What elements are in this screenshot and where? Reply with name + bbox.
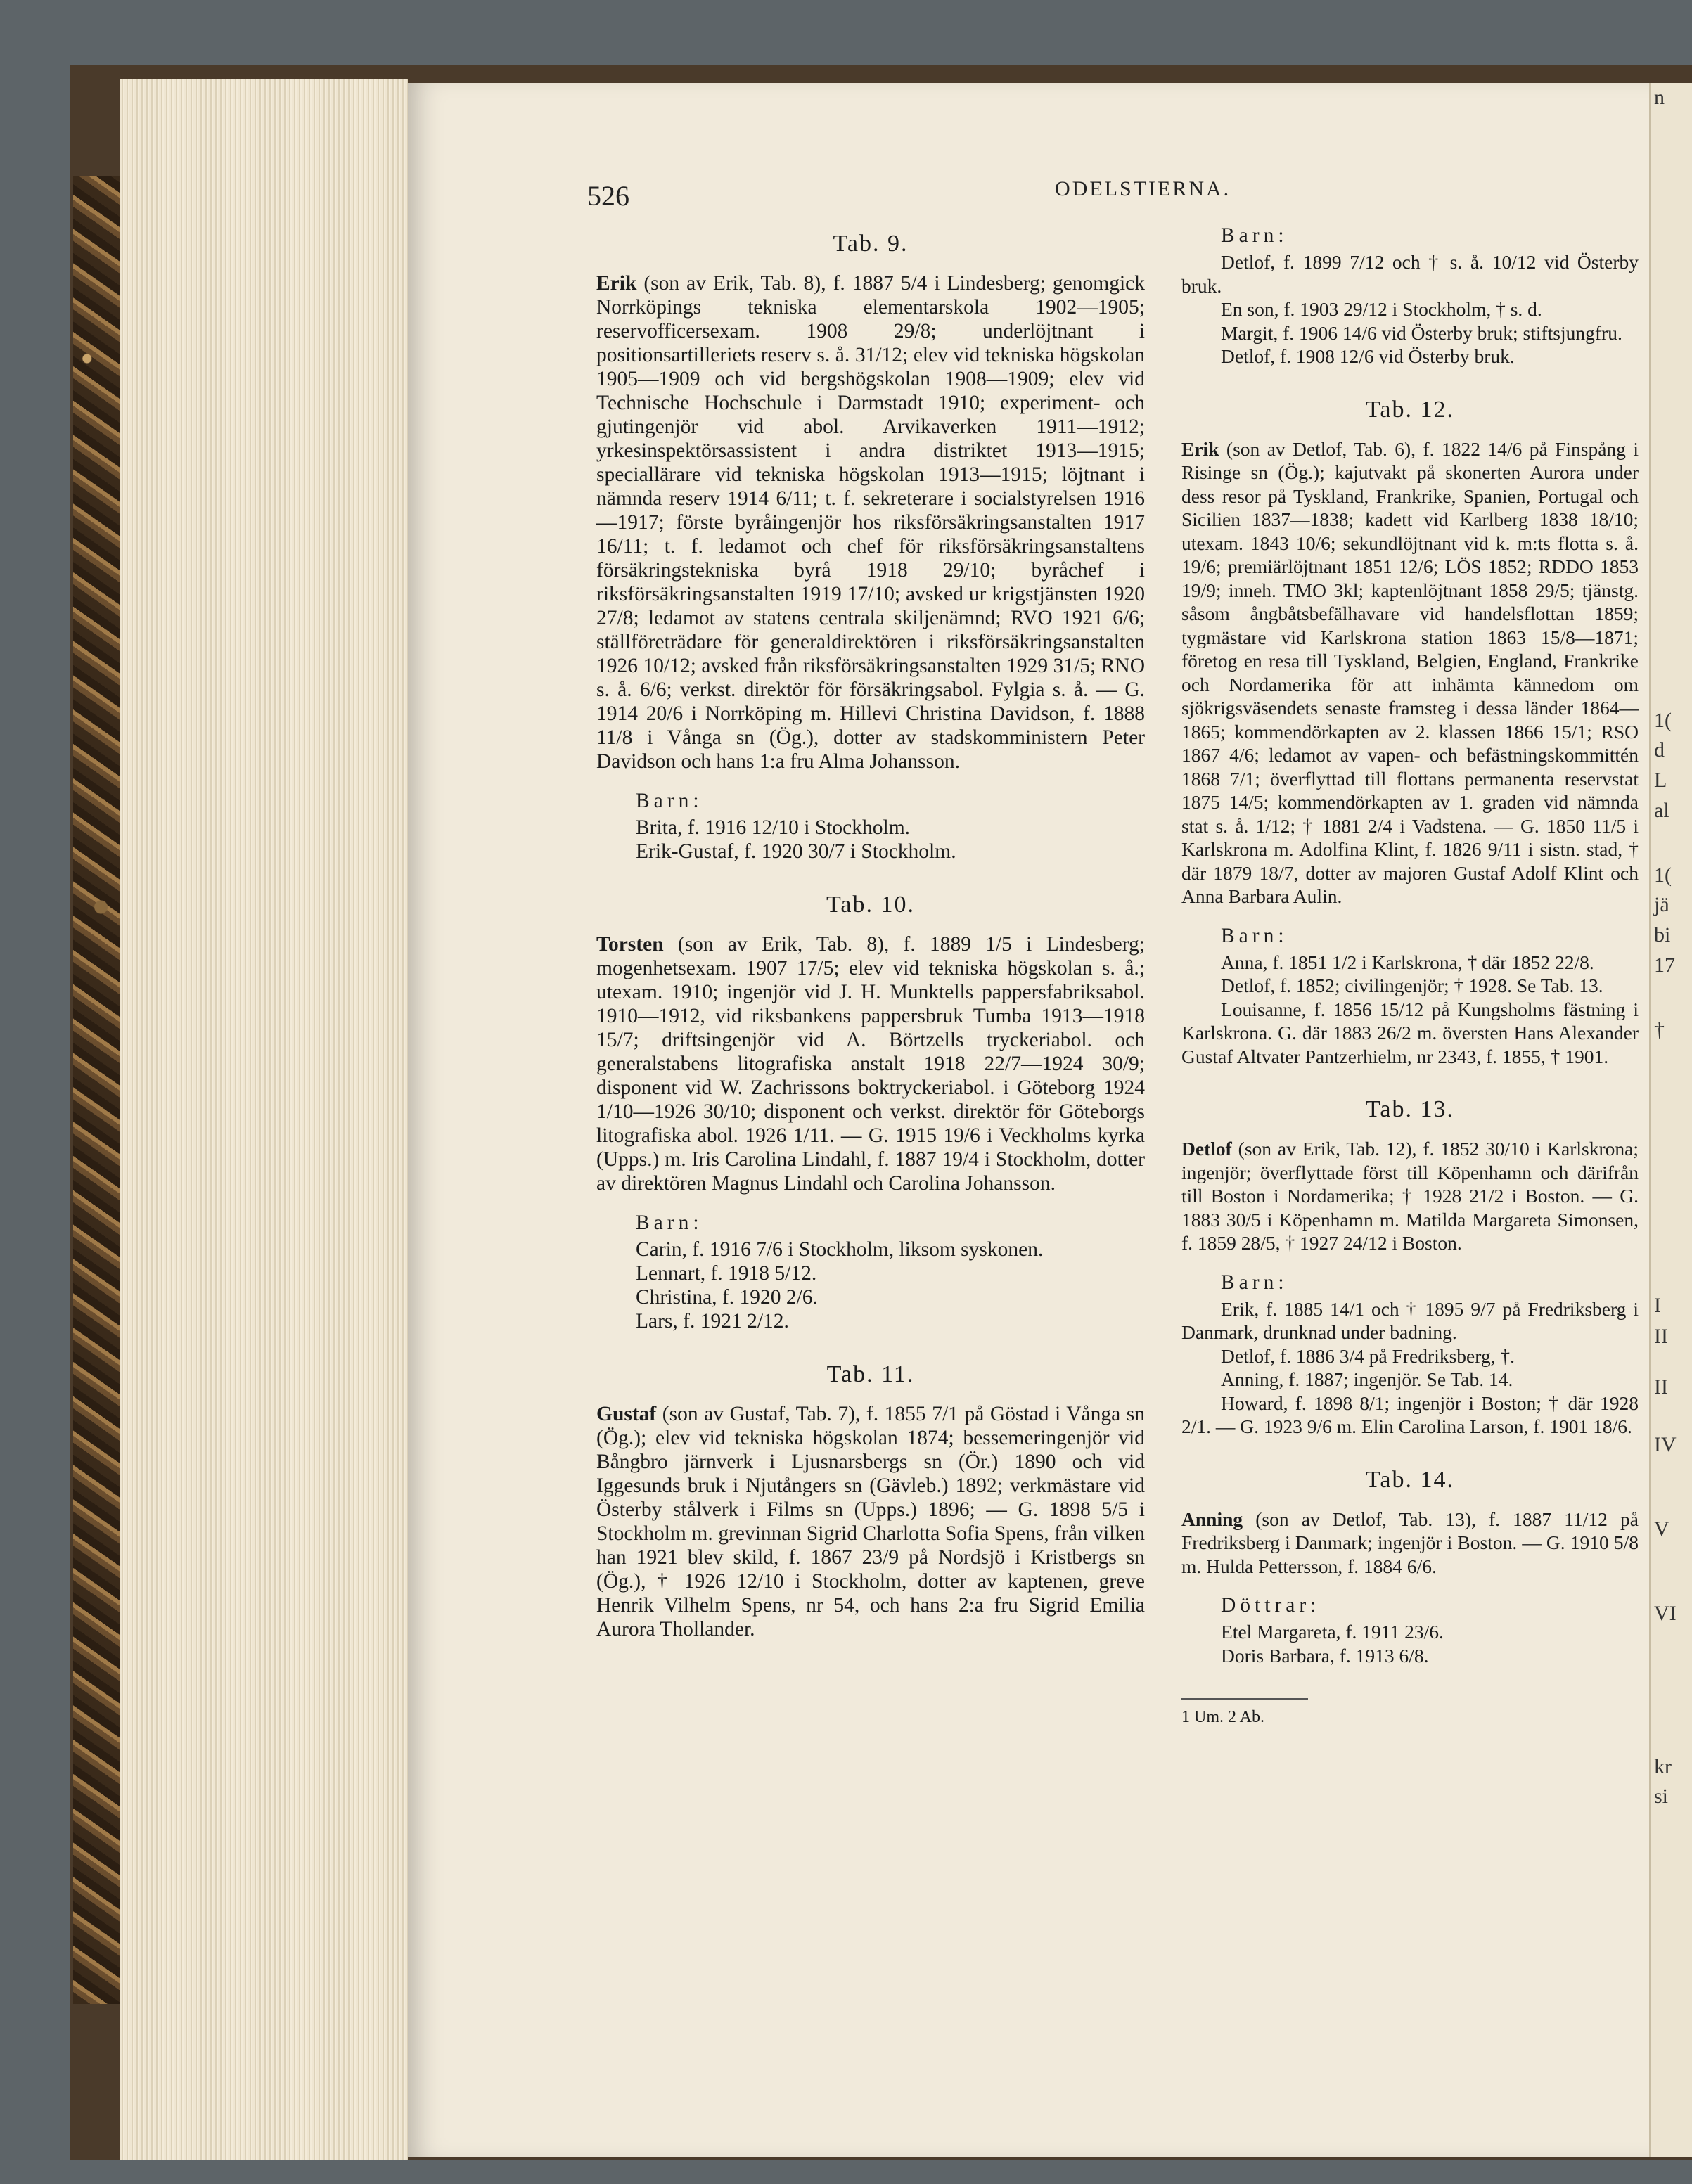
tab-heading: Tab. 14. — [1366, 1466, 1454, 1493]
running-head: ODELSTIERNA. — [1055, 177, 1231, 200]
tab-heading: Tab. 13. — [1366, 1096, 1454, 1122]
edge-fragment: bi — [1654, 923, 1671, 946]
edge-fragment: I — [1654, 1294, 1661, 1317]
entry-paragraph — [596, 271, 1145, 773]
page-stack-edges — [120, 79, 408, 2160]
edge-fragment: IV — [1654, 1433, 1677, 1456]
child-entry: Lars, f. 1921 2/12. — [636, 1310, 789, 1332]
person-name: Torsten — [596, 933, 664, 956]
entry-text: (son av Detlof, Tab. 6), f. 1822 14/6 på Finspång i Risinge sn (Ög.); kajutvakt på skonerten Aurora under dess resor på Tyskland, Frankrike, Spanien, Portugal och Sicilien 1837—1838; kadett vid Karlberg 1838 18/10; utexam. 1843 10/6; sekundlöjtnant vid k. m:ts flotta s. å. 19/6; premiärlöjtnant 1851 12/6; LÖS 1852; RDDO 1853 19/9; inneh. TMO 3kl; kaptenlöjtnant 1858 29/5; tjänstg. såsom ångbåtsbefälhavare vid handelsflottan 1859; tygmästare vid Karlskrona station 1863 15/8—1871; företog en resa till Tyskland, Belgien, England, Frankrike och Nordamerika för att inhämta kännedom om sjökrigsväsendets senaste framsteg i dessa länder 1864—1865; kommendörkapten av 2. klassen 1866 15/1; RSO 1867 4/6; ledamot av vapen- och befästningskommittén 1868 7/1; överflyttad till flottans permanenta reservstat 1875 14/5; kommendörkapten av 1. graden vid nämnda stat s. å. 1/12; † 1881 2/4 i Vadstena. — G. 1850 11/5 i Karlskrona m. Adolfina Klint, f. 1826 9/11 i sistn. stad, † där 1879 18/7, dotter av majoren Gustaf Adolf Klint och Anna Barbara Aulin. — [1181, 437, 1639, 907]
child-entry: Anning, f. 1887; ingenjör. Se Tab. 14. — [1221, 1368, 1513, 1390]
child-entry: Lennart, f. 1918 5/12. — [636, 1262, 817, 1285]
edge-fragment: 17 — [1654, 953, 1675, 977]
child-entry: Detlof, f. 1886 3/4 på Fredriksberg, †. — [1221, 1344, 1515, 1367]
entry-paragraph — [1181, 437, 1639, 908]
child-entry: Brita, f. 1916 12/10 i Stockholm. — [636, 816, 911, 839]
tab-heading: Tab. 12. — [1366, 396, 1454, 423]
children-heading: Barn: — [636, 1212, 703, 1234]
children-heading: Barn: — [1221, 224, 1288, 247]
edge-fragment: kr — [1654, 1755, 1672, 1778]
edge-fragment: al — [1654, 799, 1669, 822]
entry-text: (son av Erik, Tab. 8), f. 1887 5/4 i Lindesberg; genomgick Norrköpings tekniska elementarskola 1902—1905; reservofficersexam. 1908 29/8; underlöjtnant i positionsartilleriets reserv s. å. 31/12; elev vid tekniska högskolan 1905—1909 och vid bergshögskolan 1908—1909; elev vid Technische Hochschule i Darmstadt 1910; experiment- och gjutingenjör vid abol. Arvikaverken 1911—1912; yrkesinspektörsassistent i andra distriktet 1913—1915; speciallärare vid tekniska högskolan 1913—1915; löjtnant i nämnda reserv 1914 6/11; t. f. sekreterare i socialstyrelsen 1916—1917; förste byråingenjör hos riksförsäkringsanstalten 1917 16/11; t. f. ledamot och chef för riksförsäkringsanstaltens försäkringstekniska byrå 1918 29/10; byråchef i riksförsäkringsanstalten 1919 17/10; avsked ur krigstjänsten 1920 27/8; ledamot av statens centrala skiljenämnd; RVO 1921 6/6; ställföreträdare för generaldirektören i riksförsäkringsanstalten 1926 10/12; avsked från riksförsäkringsanstalten 1929 31/5; RNO s. å. 6/6; verkst. direktör för försäkringsabol. Fylgia s. å. — G. 1914 20/6 i Norrköping m. Hillevi Christina Davidson, f. 1888 11/8 i Vånga sn (Ög.), dotter av stadskomministern Peter Davidson och hans 1:a fru Alma Johansson. — [596, 272, 1145, 773]
child-entry: Howard, f. 1898 8/1; ingenjör i Boston; † där 1928 2/1. — G. 1923 9/6 m. Elin Carolina Larson, f. 1901 18/6. — [1181, 1392, 1639, 1437]
person-name: Erik — [1181, 437, 1219, 460]
edge-fragment: † — [1654, 1018, 1665, 1041]
children-heading: Barn: — [1221, 1271, 1288, 1294]
tab-heading: Tab. 10. — [826, 892, 915, 918]
person-name: Gustaf — [596, 1403, 657, 1425]
edge-fragment: 1( — [1654, 709, 1672, 732]
edge-fragment: L — [1654, 769, 1667, 792]
child-entry: Detlof, f. 1908 12/6 vid Österby bruk. — [1221, 345, 1515, 367]
child-entry: Etel Margareta, f. 1911 23/6. — [1221, 1621, 1444, 1643]
left-column — [596, 232, 1145, 1641]
child-entry: Anna, f. 1851 1/2 i Karlskrona, † där 1852 22/8. — [1221, 951, 1594, 973]
entry-paragraph — [1181, 1137, 1639, 1255]
edge-fragment: d — [1654, 738, 1665, 762]
daughters-heading: Döttrar: — [1221, 1594, 1321, 1617]
edge-fragment: jä — [1654, 893, 1669, 916]
child-entry: Carin, f. 1916 7/6 i Stockholm, liksom syskonen. — [636, 1238, 1044, 1261]
children-heading: Barn: — [1221, 924, 1288, 947]
entry-text: (son av Erik, Tab. 8), f. 1889 1/5 i Lindesberg; mogenhetsexam. 1907 17/5; elev vid tekniska högskolan s. å.; utexam. 1910; ingenjör vid J. H. Munktells pappersfabriksabol. 1910—1912, vid riksbankens pappersbruk Tumba 1913—1918 15/7; driftsingenjör vid A. Börtzells tryckeriabol. och generalstabens litografiska anstalt 1918 22/7—1924 30/9; disponent vid W. Zachrissons boktryckeriabol. i Göteborg 1924 1/10—1926 30/10; disponent och verkst. direktör för Göteborgs litografiska abol. 1926 1/11. — G. 1915 19/6 i Veckholms kyrka (Upps.) m. Iris Carolina Lindahl, f. 1887 19/4 i Stockholm, dotter av direktören Magnus Lindahl och Carolina Johansson. — [596, 933, 1145, 1195]
next-page-edge — [1649, 83, 1692, 2157]
edge-fragment: si — [1654, 1785, 1669, 1808]
entry-paragraph — [596, 1402, 1145, 1641]
child-entry: Detlof, f. 1852; civilingenjör; † 1928. Se Tab. 13. — [1221, 975, 1603, 996]
person-name: Anning — [1181, 1508, 1243, 1530]
person-name: Detlof — [1181, 1138, 1232, 1160]
children-heading: Barn: — [636, 790, 703, 812]
marbled-edge — [73, 176, 120, 2004]
child-entry: Christina, f. 1920 2/6. — [636, 1286, 818, 1309]
entry-text: (son av Gustaf, Tab. 7), f. 1855 7/1 på Göstad i Vånga sn (Ög.); elev vid tekniska högskolan 1874; bessemeringenjör vid Bångbro järnverk i Ljusnarsbergs sn (Ör.) 1890 och vid Iggesunds bruk i Njutångers sn (Gävleb.) 1892; verkmästare vid Österby stålverk i Films sn (Upps.) 1896; — G. 1898 5/5 i Stockholm m. grevinnan Sigrid Charlotta Sofia Spens, från vilken han 1921 blev skild, f. 1867 23/9 på Nordsjö i Kristbergs sn (Ög.), † 1926 12/10 i Stockholm, dotter av kaptenen, greve Henrik Vilhelm Spens, nr 54, och hans 2:a fru Sigrid Emilia Aurora Thollander. — [596, 1403, 1145, 1640]
child-entry: Doris Barbara, f. 1913 6/8. — [1221, 1644, 1429, 1666]
footnote: 1 Um. 2 Ab. — [1181, 1698, 1639, 1729]
person-name: Erik — [596, 272, 637, 295]
child-entry: Detlof, f. 1899 7/12 och † s. å. 10/12 vid Österby bruk. — [1181, 251, 1639, 297]
page-number: 526 — [587, 180, 629, 212]
child-entry: Erik-Gustaf, f. 1920 30/7 i Stockholm. — [636, 840, 956, 863]
tab-heading: Tab. 9. — [833, 231, 909, 257]
edge-fragment: II — [1654, 1325, 1668, 1348]
entry-paragraph — [1181, 1508, 1639, 1579]
tab-heading: Tab. 11. — [826, 1361, 915, 1387]
edge-fragment: 1( — [1654, 863, 1672, 887]
child-entry: Margit, f. 1906 14/6 vid Österby bruk; stiftsjungfru. — [1221, 321, 1622, 344]
edge-fragment: VI — [1654, 1602, 1677, 1625]
entry-text: (son av Detlof, Tab. 13), f. 1887 11/12 på Fredriksberg i Danmark; ingenjör i Boston. — G. 1910 5/8 m. Hulda Pettersson, f. 1884 6/6. — [1181, 1508, 1639, 1577]
child-entry: Louisanne, f. 1856 15/12 på Kungsholms fästning i Karlskrona. G. där 1883 26/2 m. översten Hans Alexander Gustaf Altvater Pantzerhielm, nr 2343, f. 1855, † 1901. — [1181, 998, 1639, 1067]
edge-fragment: V — [1654, 1517, 1669, 1541]
child-entry: En son, f. 1903 29/12 i Stockholm, † s. d. — [1221, 298, 1542, 320]
edge-fragment: II — [1654, 1375, 1668, 1399]
edge-fragment: n — [1654, 86, 1665, 109]
entry-text: (son av Erik, Tab. 12), f. 1852 30/10 i Karlskrona; ingenjör; överflyttade först till Köpenhamn och därifrån till Boston i Nordamerika; † 1928 21/2 i Boston. — G. 1883 30/5 i Köpenhamn m. Matilda Margareta Simonsen, f. 1859 28/5, † 1927 24/12 i Boston. — [1181, 1138, 1639, 1254]
child-entry: Erik, f. 1885 14/1 och † 1895 9/7 på Fredriksberg i Danmark, drunknad under badning. — [1181, 1297, 1639, 1343]
entry-paragraph — [596, 932, 1145, 1195]
right-column — [1181, 224, 1639, 1729]
